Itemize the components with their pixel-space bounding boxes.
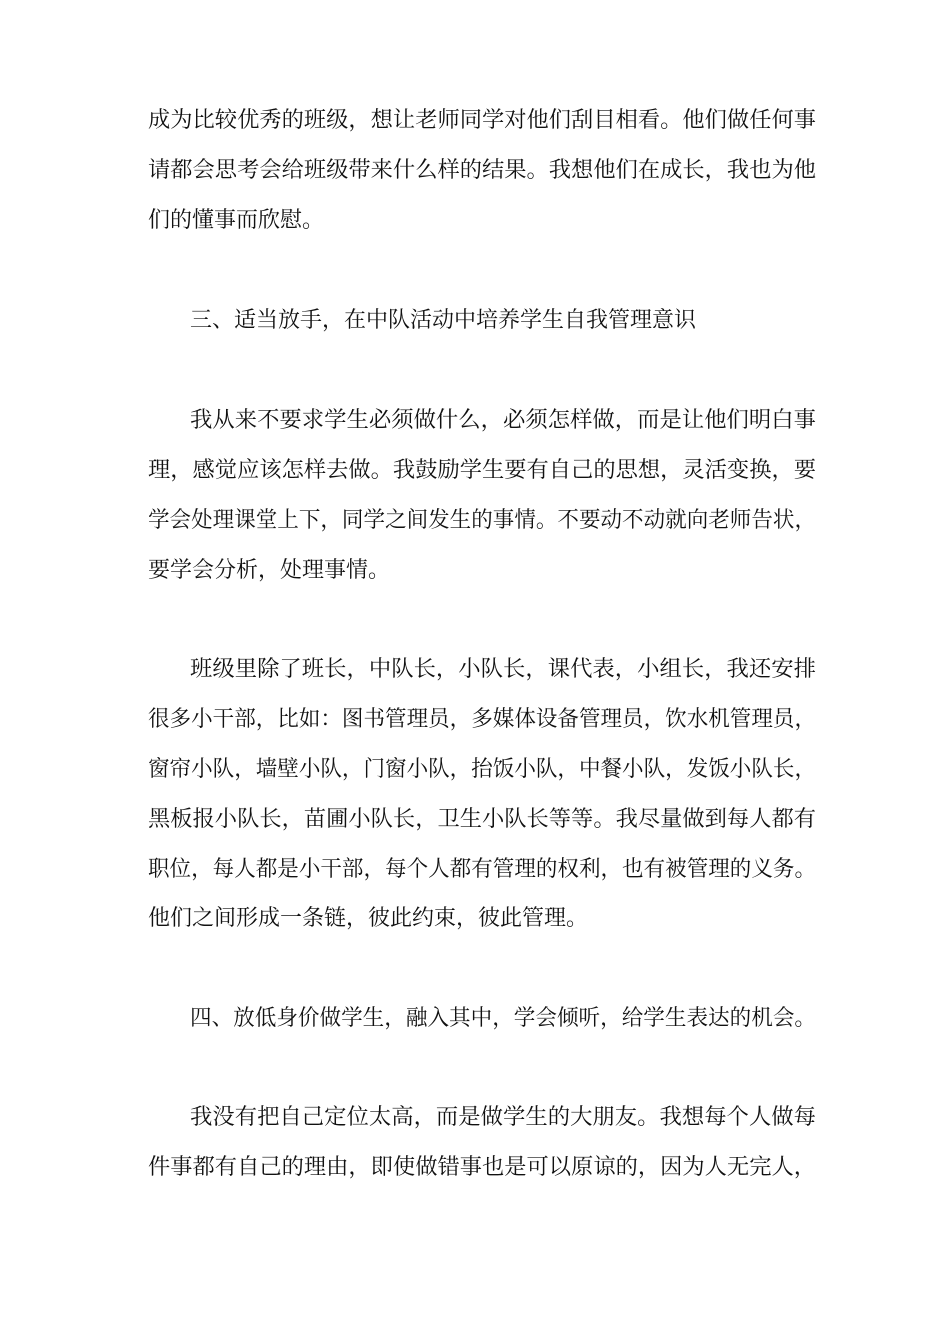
text-line-13: 职位，每人都是小干部，每个人都有管理的权利，也有被管理的义务。 bbox=[148, 857, 816, 882]
text-line-3: 们的懂事而欣慰。 bbox=[148, 208, 325, 233]
text-line-16: 我没有把自己定位太高，而是做学生的大朋友。我想每个人做每 bbox=[190, 1105, 816, 1130]
text-line-8: 要学会分析，处理事情。 bbox=[148, 558, 391, 583]
text-line-17: 件事都有自己的理由，即使做错事也是可以原谅的，因为人无完人， bbox=[148, 1155, 816, 1180]
text-line-5: 我从来不要求学生必须做什么，必须怎样做，而是让他们明白事 bbox=[190, 408, 816, 433]
text-line-7: 学会处理课堂上下，同学之间发生的事情。不要动不动就向老师告状， bbox=[148, 508, 816, 533]
text-line-6: 理，感觉应该怎样去做。我鼓励学生要有自己的思想，灵活变换，要 bbox=[148, 458, 816, 483]
text-line-14: 他们之间形成一条链，彼此约束，彼此管理。 bbox=[148, 906, 589, 931]
text-line-1: 成为比较优秀的班级，想让老师同学对他们刮目相看。他们做任何事 bbox=[148, 108, 816, 133]
text-line-10: 很多小干部，比如：图书管理员，多媒体设备管理员，饮水机管理员， bbox=[148, 707, 816, 732]
text-line-9: 班级里除了班长，中队长，小队长，课代表，小组长，我还安排 bbox=[190, 657, 816, 682]
section-heading-4: 四、放低身价做学生，融入其中，学会倾听，给学生表达的机会。 bbox=[190, 1006, 816, 1031]
text-line-11: 窗帘小队，墙壁小队，门窗小队，抬饭小队，中餐小队，发饭小队长， bbox=[148, 757, 816, 782]
text-line-12: 黑板报小队长，苗圃小队长，卫生小队长等等。我尽量做到每人都有 bbox=[148, 807, 816, 832]
section-heading-3: 三、适当放手，在中队活动中培养学生自我管理意识 bbox=[190, 308, 697, 333]
text-line-2: 请都会思考会给班级带来什么样的结果。我想他们在成长，我也为他 bbox=[148, 158, 816, 183]
